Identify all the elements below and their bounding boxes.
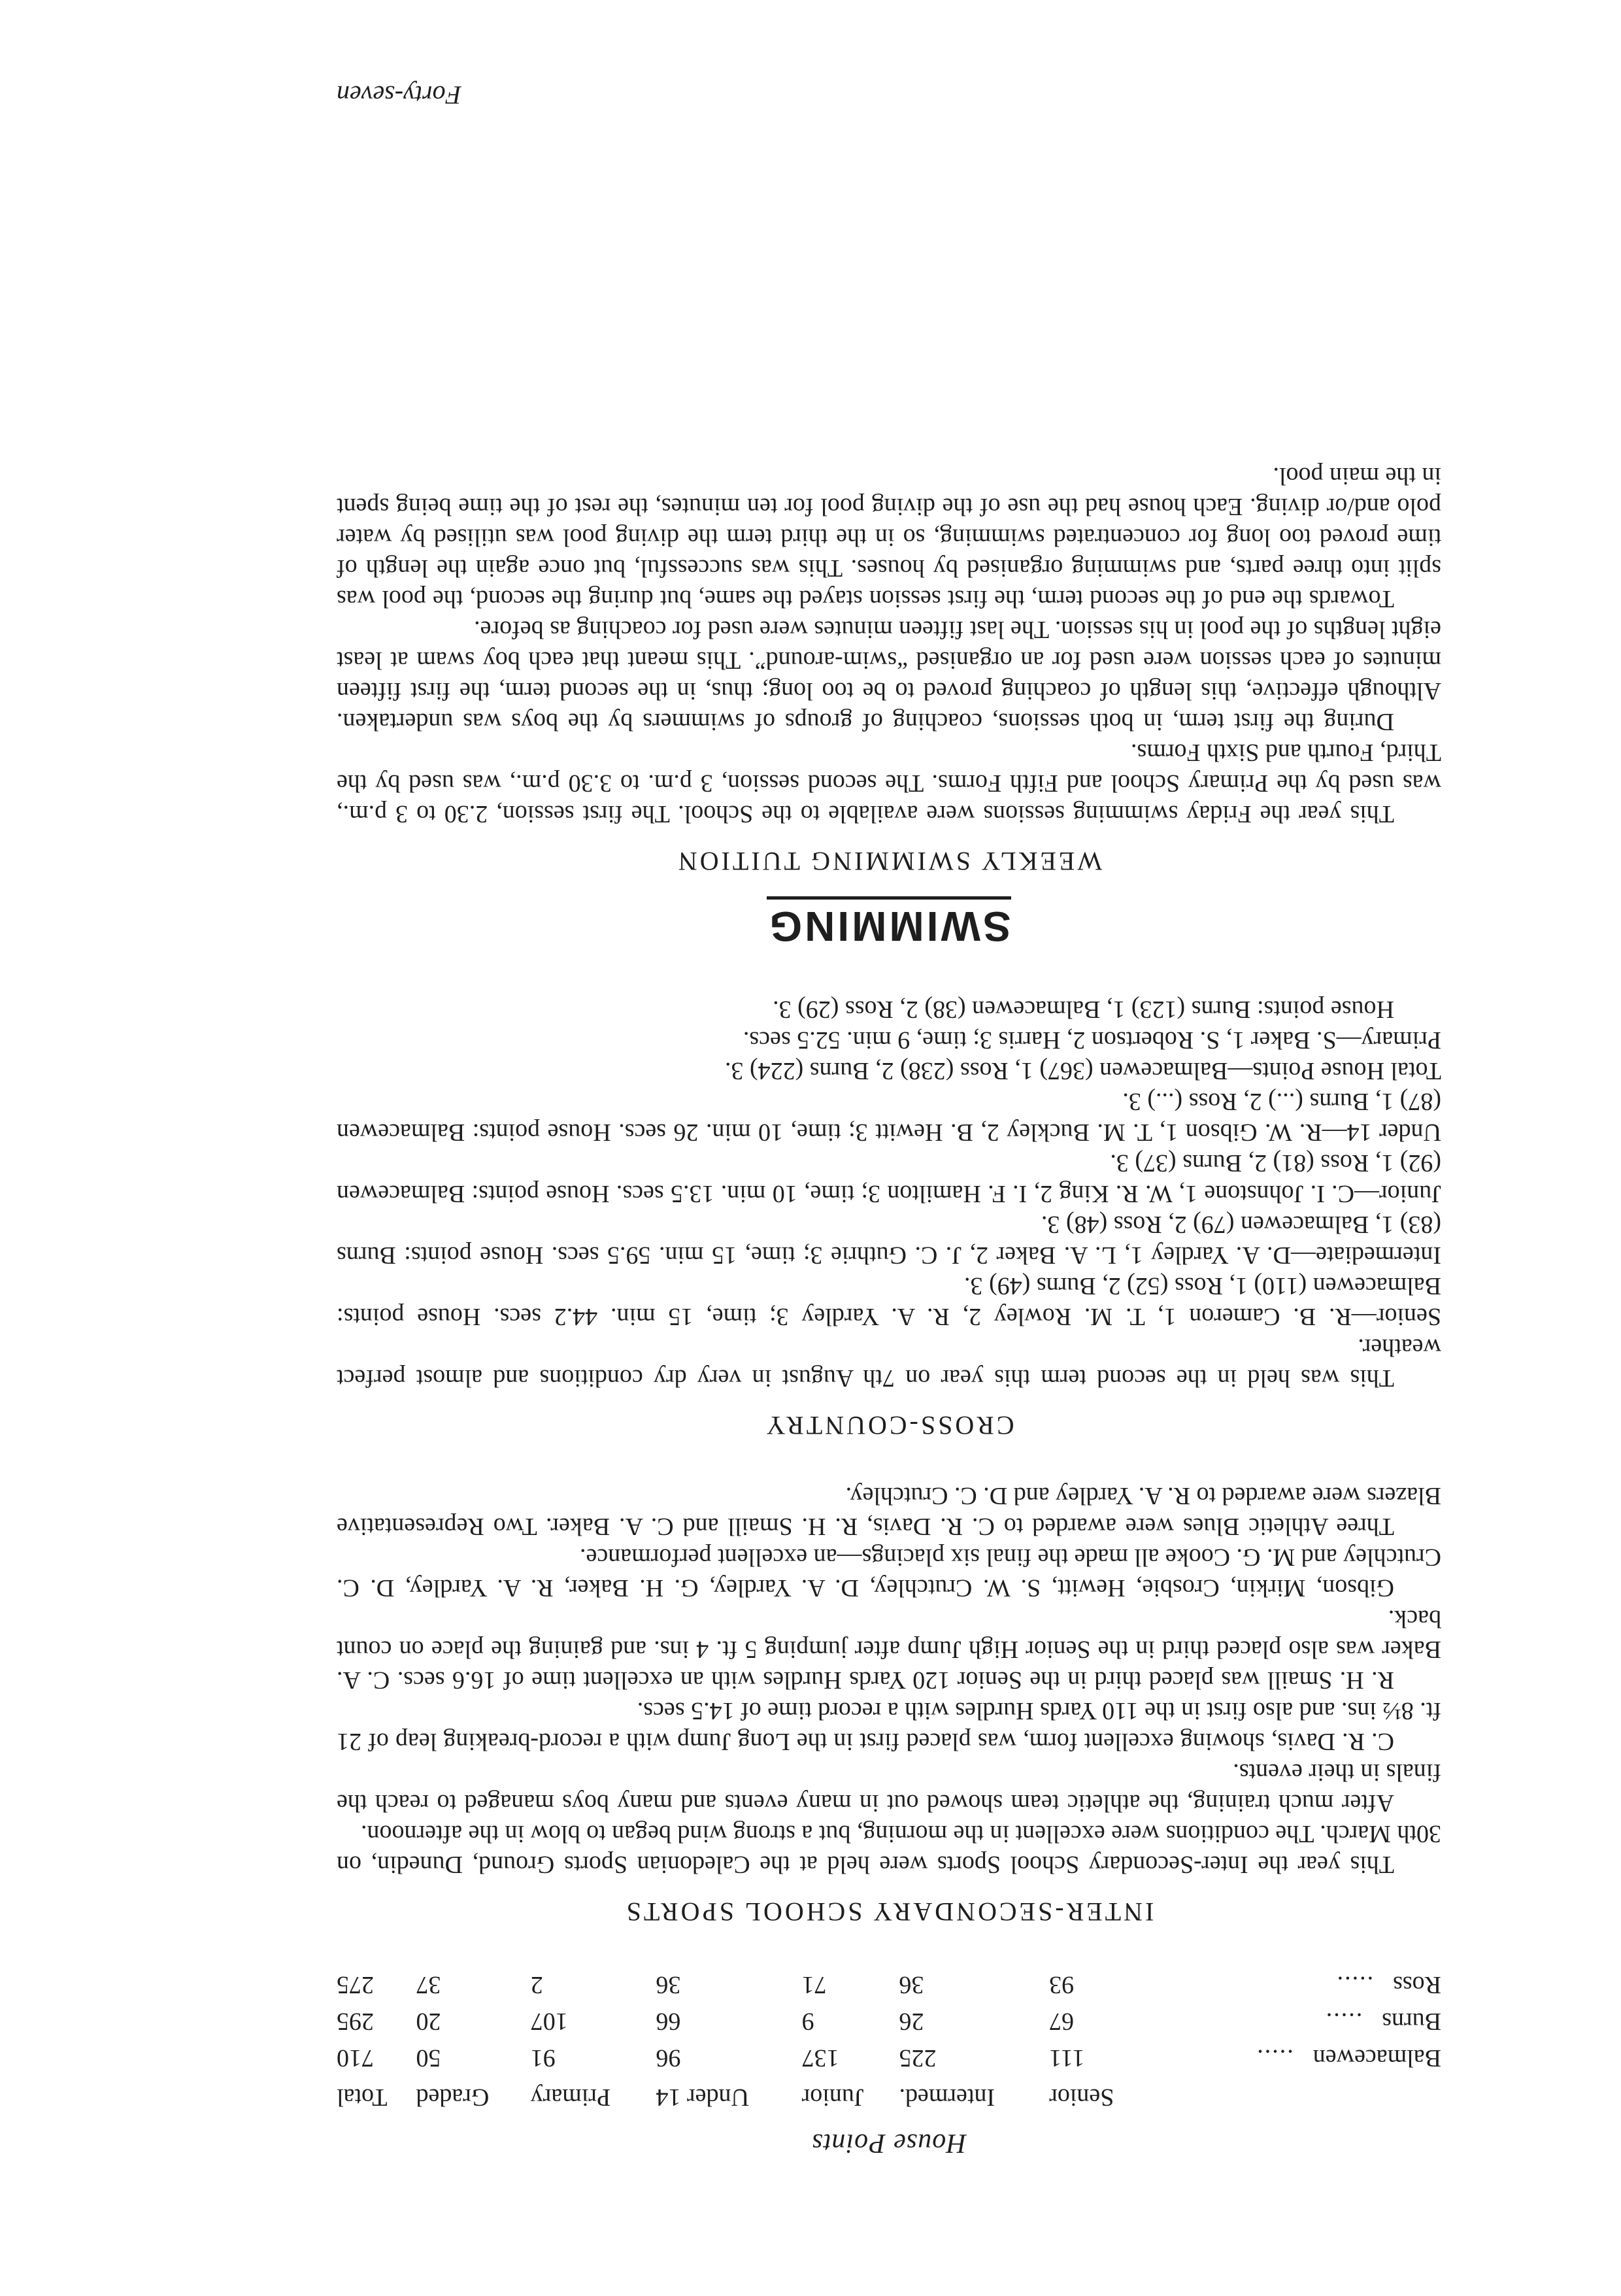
cell: 67 [1049, 2008, 1075, 2035]
col-graded: Graded [416, 2084, 490, 2111]
result-intermediate: Intermediate—D. A. Yardley 1, L. A. Baker 2, J. C. Guthrie 3; time, 15 min. 59.5 secs. House points: Burns (83) 1, Balmacewen (79) 2, Ross (48) 3. [337, 1211, 1441, 1269]
cell: 91 [530, 2044, 556, 2072]
paragraph: Towards the end of the second term, the first session stayed the same, but during the second, the pool was split into three parts, and swimming organised by houses. This was successful, but once again the length of time proved too long for concentrated swimming, so in the third term the diving pool was utilised by water polo and/or diving. Each house had the use of the diving pool for ten minutes, the rest of the time being spent in the main pool. [337, 462, 1441, 613]
cell: 137 [801, 2044, 839, 2072]
paragraph: During the first term, in both sessions, coaching of groups of swimmers by the boys was undertaken. Although effective, this length of coaching proved to be too long; thus, in the second term, the first fifteen minutes of each session were used for an organised “swim-around”. This meant that each boy swam at least eight lengths of the pool in his session. The last fifteen minutes were used for coaching as before. [337, 616, 1441, 735]
page-number: Forty-seven [337, 80, 462, 110]
swimming-heading-wrap [337, 896, 1441, 951]
swimming-subheading: WEEKLY SWIMMING TUITION [675, 847, 1103, 876]
cell: 26 [899, 2008, 924, 2035]
cell: 71 [801, 1971, 827, 1999]
result-under14: Under 14—R. W. Gibson 1, T. M. Buckley 2, B. Hewitt 3; time, 10 min. 26 secs. House points: Balmacewen (87) 1, Burns (...) 2, Ross (...) 3. [337, 1088, 1441, 1146]
cell: 20 [416, 2008, 441, 2035]
cell: 111 [1049, 2044, 1085, 2072]
paragraph: C. R. Davis, showing excellent form, was placed first in the Long Jump with a record-breaking leap of 21 ft. 8½ ins. and also first in the 110 Yards Hurdles with a record time of 14.5 secs. [337, 1697, 1441, 1755]
swimming-heading: SWIMMING [767, 896, 1011, 951]
result-primary-points: House points: Burns (123) 1, Balmacewen (38) 2, Ross (29) 3. [773, 996, 1394, 1023]
result-senior: Senior—R. B. Cameron 1, T. M. Rowley 2, R. A. Yardley 3; time, 15 min. 44.2 secs. House points: Balmacewen (110) 1, Ross (52) 2, Burns (49) 3. [337, 1272, 1441, 1330]
paragraph: This was held in the second term this year on 7th August in very dry conditions and almost perfect weather. [337, 1334, 1441, 1392]
cell: 225 [899, 2044, 937, 2072]
cell: 107 [530, 2008, 568, 2035]
cell: 710 [337, 2044, 374, 2072]
cell: 37 [416, 1971, 441, 1999]
result-primary: Primary—S. Baker 1, S. Robertson 2, Harris 3; time, 9 min. 52.5 secs. [743, 1026, 1441, 1054]
cell: 295 [337, 2008, 374, 2035]
inter-secondary-heading: INTER-SECONDARY SCHOOL SPORTS [624, 1897, 1154, 1927]
paragraph: This year the Friday swimming sessions were available to the School. The first session, 2.30 to 3 p.m., was used by the Primary School and Fifth Forms. The second session, 3 p.m. to 3.30 p.m., was used by the Third, Fourth and Sixth Forms. [337, 739, 1441, 828]
cell: 66 [656, 2008, 681, 2035]
col-primary: Primary [530, 2084, 611, 2111]
house-points-title: House Points [811, 2128, 967, 2158]
cell: 36 [899, 1971, 924, 1999]
table-row [337, 1967, 1441, 2003]
footer [337, 80, 1441, 158]
paragraph: This year the Inter-Secondary School Sports were held at the Caledonian Sports Ground, Dunedin, on 30th March. The conditions were excellent in the morning, but a strong wind began to blow in the afternoon. [337, 1820, 1441, 1878]
paragraph: Three Athletic Blues were awarded to C. R. Davis, R. H. Smaill and C. A. Baker. Two Representative Blazers were awarded to R. A. Yardley and D. C. Crutchley. [337, 1482, 1441, 1540]
paragraph: R. H. Smaill was placed third in the Senior 120 Yards Hurdles with an excellent time of 16.6 secs. C. A. Baker was also placed third in the Senior High Jump after jumping 5 ft. 4 ins. and gaining the place on count back. [337, 1605, 1441, 1694]
house-points-header-row [337, 2076, 1441, 2112]
col-senior: Senior [1049, 2084, 1114, 2111]
result-total: Total House Points—Balmacewen (367) 1, Ross (238) 2, Burns (224) 3. [724, 1057, 1441, 1085]
col-under14: Under 14 [656, 2084, 749, 2111]
house-points-table [337, 1967, 1441, 2112]
header-blank [1151, 2076, 1441, 2112]
house-name: Burns..... [1324, 2008, 1441, 2035]
cell: 96 [656, 2044, 681, 2072]
cell: 50 [416, 2044, 441, 2072]
text-column [337, 460, 1441, 2159]
cell: 9 [801, 2008, 814, 2035]
table-row [337, 2003, 1441, 2040]
col-total: Total [337, 2084, 388, 2111]
result-junior: Junior—C. I. Johnstone 1, W. R. King 2, I. F. Hamilton 3; time, 10 min. 13.5 secs. House points: Balmacewen (92) 1, Ross (81) 2, Burns (37) 3. [337, 1149, 1441, 1207]
house-name: Ross..... [1335, 1971, 1441, 1999]
paragraph: After much training, the athletic team showed out in many events and many boys managed to reach the finals in their events. [337, 1759, 1441, 1817]
cross-country-heading: CROSS-COUNTRY [763, 1411, 1014, 1440]
cell: 275 [337, 1971, 374, 1999]
table-row [337, 2040, 1441, 2076]
col-junior: Junior [801, 2084, 864, 2111]
house-name: Balmacewen..... [1256, 2044, 1441, 2072]
paragraph: Gibson, Mirkin, Crosbie, Hewitt, S. W. Crutchley, D. A. Yardley, G. H. Baker, R. A. Yardley, D. C. Crutchley and M. G. Cooke all made the final six placings—an excellent performance. [337, 1544, 1441, 1602]
cell: 93 [1049, 1971, 1075, 1999]
cell: 36 [656, 1971, 681, 1999]
cell: 2 [530, 1971, 543, 1999]
col-intermed: Intermed. [899, 2084, 995, 2111]
